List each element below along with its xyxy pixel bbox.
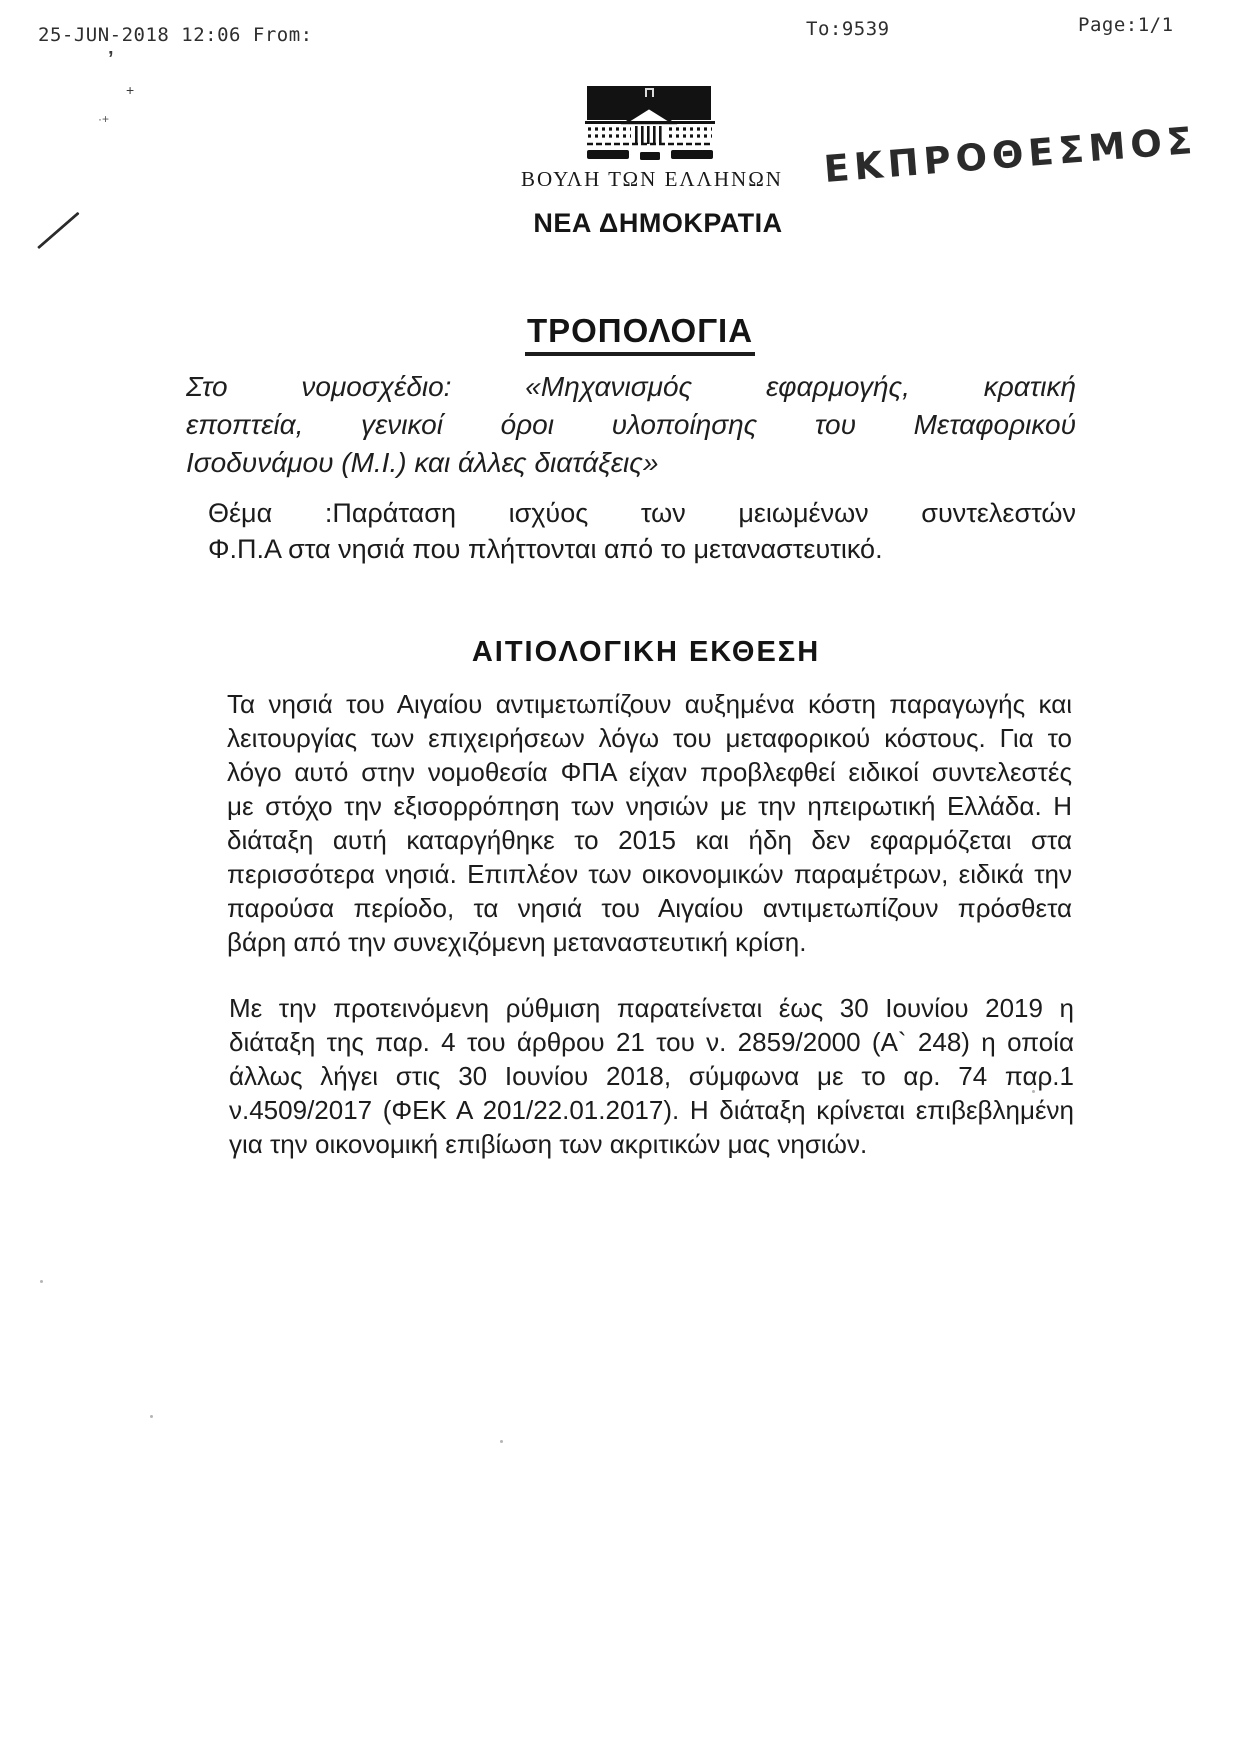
text-line: Τα νησιά του Αιγαίου αντιμετωπίζουν αυξημένα κόστη παραγωγής και xyxy=(227,689,1072,719)
text-line: με στόχο την εξισορρόπηση των νησιών με την ηπειρωτική Ελλάδα. Η xyxy=(227,791,1072,821)
text-line: Θέμα :Παράταση ισχύος των μειωμένων συντελεστών xyxy=(208,498,1076,528)
scan-artifact-mark: ’ xyxy=(108,48,114,70)
document-title xyxy=(450,312,830,356)
text-line: διάταξη της παρ. 4 του άρθρου 21 του ν. 2859/2000 (Α` 248) η οποία xyxy=(229,1027,1074,1057)
scan-artifact-speck xyxy=(150,1415,153,1418)
fax-to-number: To:9539 xyxy=(806,18,890,40)
explanatory-report-heading: ΑΙΤΙΟΛΟΓΙΚΗ ΕΚΘΕΣΗ xyxy=(471,636,821,668)
report-paragraph-2 xyxy=(229,991,1074,1161)
text-line: Με την προτεινόμενη ρύθμιση παρατείνεται έως 30 Ιουνίου 2019 η xyxy=(229,993,1074,1023)
fax-page-count: Page:1/1 xyxy=(1078,14,1174,36)
scan-artifact-speck xyxy=(40,1280,43,1283)
text-line: βάρη από την συνεχιζόμενη μεταναστευτική κρίση. xyxy=(227,927,807,957)
scan-artifact-pen-slash xyxy=(37,212,80,250)
bill-reference xyxy=(186,368,1076,482)
party-name: ΝΕΑ ΔΗΜΟΚΡΑΤΙΑ xyxy=(533,208,783,238)
subject-paragraph xyxy=(208,495,1076,567)
text-line: παρούσα περίοδο, τα νησιά του Αιγαίου αντιμετωπίζουν πρόσθετα xyxy=(227,893,1072,923)
parliament-building-icon xyxy=(585,86,715,166)
text-line: εποπτεία, γενικοί όροι υλοποίησης του Μεταφορικού xyxy=(186,409,1076,440)
ekprothesmos-stamp: ΕΚΠΡΟΘΕΣΜΟΣ xyxy=(822,118,1199,191)
text-line: λόγο αυτό στην νομοθεσία ΦΠΑ είχαν προβλεφθεί ειδικοί συντελεστές xyxy=(227,757,1072,787)
text-line: για την οικονομική επιβίωση των ακριτικών μας νησιών. xyxy=(229,1129,868,1159)
document-title-text: ΤΡΟΠΟΛΟΓΙΑ xyxy=(525,312,755,356)
text-line: Φ.Π.Α στα νησιά που πλήττονται από το μεταναστευτικό. xyxy=(208,534,883,564)
report-paragraph-1 xyxy=(227,687,1072,959)
text-line: ν.4509/2017 (ΦΕΚ Α 201/22.01.2017). Η διάταξη κρίνεται επιβεβλημένη xyxy=(229,1095,1074,1125)
scan-artifact-speck xyxy=(500,1440,503,1443)
text-line: περισσότερα νησιά. Επιπλέον των οικονομικών παραμέτρων, ειδικά την xyxy=(227,859,1072,889)
text-line: λειτουργίας των επιχειρήσεων λόγω του μεταφορικού κόστους. Για το xyxy=(227,723,1072,753)
fax-datetime-from: 25-JUN-2018 12:06 From: xyxy=(38,24,313,46)
parliament-name: ΒΟΥΛΗ ΤΩΝ ΕΛΛΗΝΩΝ xyxy=(521,167,783,191)
scan-artifact-mark: ·+ xyxy=(98,112,110,126)
scan-artifact-mark: + xyxy=(126,82,135,98)
text-line: Ισοδυνάμου (Μ.Ι.) και άλλες διατάξεις» xyxy=(186,447,659,478)
text-line: διάταξη αυτή καταργήθηκε το 2015 και ήδη δεν εφαρμόζεται στα xyxy=(227,825,1072,855)
text-line: άλλως λήγει στις 30 Ιουνίου 2018, σύμφωνα με το αρ. 74 παρ.1 xyxy=(229,1061,1074,1091)
text-line: Στο νομοσχέδιο: «Μηχανισμός εφαρμογής, κρατική xyxy=(186,371,1076,402)
